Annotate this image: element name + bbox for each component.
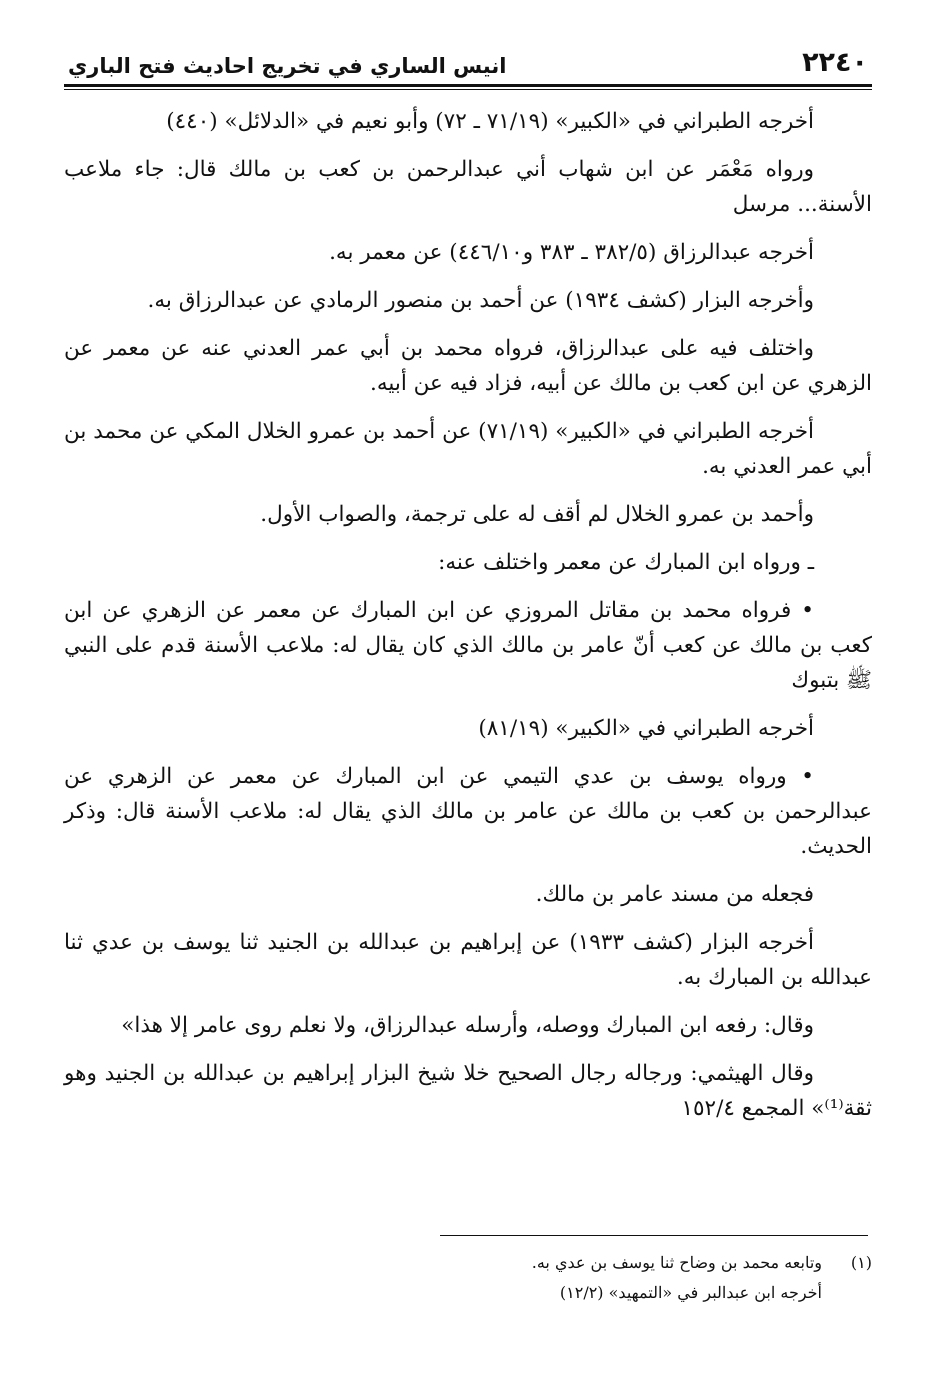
footnote-rule — [440, 1235, 868, 1236]
footnote-text: أخرجه ابن عبدالبر في «التمهيد» (١٢/٢) — [559, 1283, 822, 1302]
paragraph: وأخرجه البزار (كشف ١٩٣٤) عن أحمد بن منصور الرمادي عن عبدالرزاق به. — [147, 288, 814, 313]
paragraph: ورواه مَعْمَر عن ابن شهاب أني عبدالرحمن بن كعب بن مالك قال: جاء ملاعب الأسنة... مرسل — [64, 157, 872, 217]
paragraph: وقال الهيثمي: ورجاله رجال الصحيح خلا شيخ البزار إبراهيم بن عبدالله بن الجنيد وهو ثقة⁽¹⁾» المجمع ١٥٢/٤ — [64, 1061, 872, 1121]
footnote-continuation — [64, 1278, 872, 1308]
paragraph: أخرجه الطبراني في «الكبير» (٧١/١٩ ـ ٧٢) وأبو نعيم في «الدلائل» (٤٤٠) — [166, 109, 814, 134]
paragraph: واختلف فيه على عبدالرزاق، فرواه محمد بن أبي عمر العدني عنه عن معمر عن الزهري عن ابن كعب بن مالك عن أبيه، فزاد فيه عن أبيه. — [64, 336, 872, 396]
paragraph: أخرجه الطبراني في «الكبير» (٨١/١٩) — [478, 716, 814, 741]
page-number: ٢٢٤٠ — [802, 47, 868, 78]
paragraph: أخرجه عبدالرزاق (٣٨٢/٥ ـ ٣٨٣ و٤٤٦/١٠) عن معمر به. — [329, 240, 814, 265]
paragraph: فجعله من مسند عامر بن مالك. — [535, 882, 814, 907]
footnote-1 — [64, 1248, 872, 1278]
header-rule — [64, 84, 872, 90]
page — [64, 38, 872, 1139]
paragraph: أخرجه البزار (كشف ١٩٣٣) عن إبراهيم بن عبدالله بن الجنيد ثنا يوسف بن عدي ثنا عبدالله بن المبارك به. — [64, 930, 872, 990]
paragraph: وقال: رفعه ابن المبارك ووصله، وأرسله عبدالرزاق، ولا نعلم روى عامر إلا هذا» — [121, 1013, 814, 1038]
page-header — [64, 38, 872, 78]
footnote-marker: (١) — [850, 1253, 872, 1272]
paragraph: • فرواه محمد بن مقاتل المروزي عن ابن المبارك عن معمر عن الزهري عن ابن كعب بن مالك عن كعب أنّ عامر بن مالك الذي كان يقال له: ملاعب الأسنة قدم على النبي ﷺ بتبوك — [64, 598, 872, 693]
paragraph: وأحمد بن عمرو الخلال لم أقف له على ترجمة، والصواب الأول. — [260, 502, 814, 527]
footnote-text: وتابعه محمد بن وضاح ثنا يوسف بن عدي به. — [531, 1253, 822, 1272]
paragraph: • ورواه يوسف بن عدي التيمي عن ابن المبارك عن معمر عن الزهري عن عبدالرحمن بن كعب بن مالك عن عامر بن مالك الذي يقال له: ملاعب الأسنة قال: وذكر الحديث. — [64, 764, 872, 859]
main-text — [64, 104, 872, 1126]
paragraph: ـ ورواه ابن المبارك عن معمر واختلف عنه: — [438, 550, 814, 575]
paragraph: أخرجه الطبراني في «الكبير» (٧١/١٩) عن أحمد بن عمرو الخلال المكي عن محمد بن أبي عمر العدني به. — [64, 419, 872, 479]
running-title: انيس الساري في تخريج احاديث فتح الباري — [68, 54, 507, 78]
footnotes — [64, 1248, 872, 1308]
